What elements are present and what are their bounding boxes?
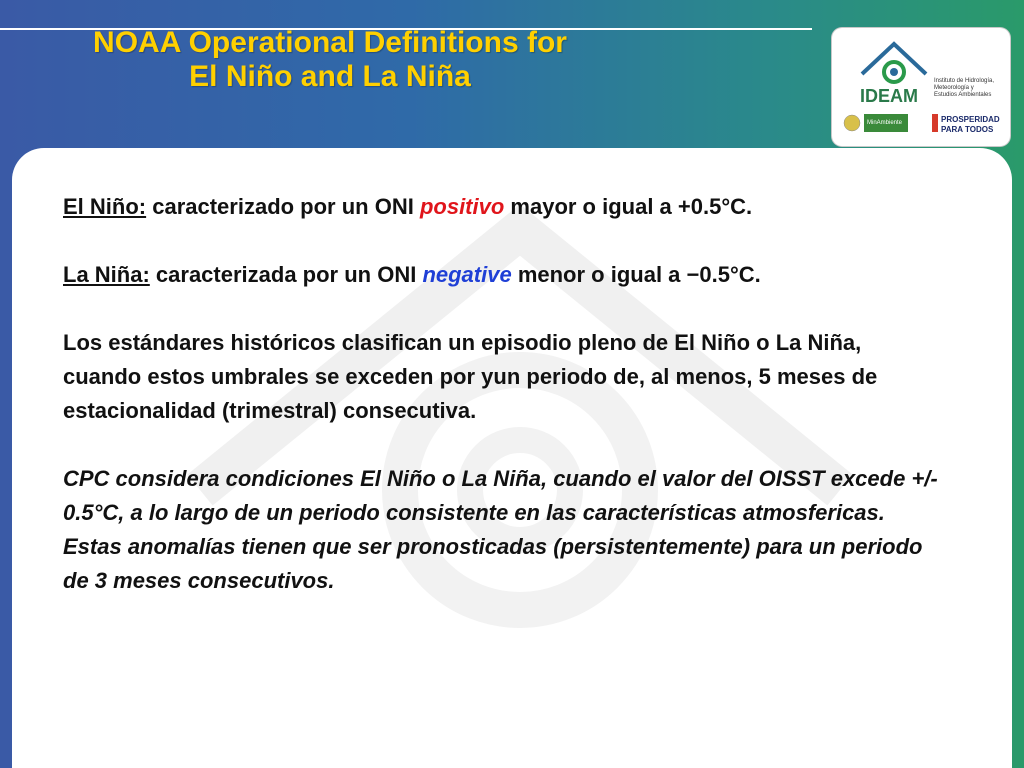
cpc-paragraph: CPC considera condiciones El Niño o La Niña, cuando el valor del OISST excede +/- 0.5°C, a lo largo de un periodo consistente en las características atmosfericas. Estas anomalías tienen que ser pronosticadas (persistentemente) para un periodo de 3 meses consecutivos. — [63, 466, 938, 593]
title-line-1: NOAA Operational Definitions for — [93, 26, 567, 59]
la-nina-label: La Niña: — [63, 262, 150, 287]
svg-text:PROSPERIDAD: PROSPERIDAD — [941, 115, 1000, 124]
la-nina-definition: La Niña: caracterizada por un ONI negative menor o igual a −0.5°C. — [63, 262, 761, 287]
svg-text:PARA TODOS: PARA TODOS — [941, 125, 994, 134]
ideam-logo — [852, 36, 1002, 106]
ideam-label: IDEAM — [860, 86, 918, 106]
positivo-emphasis: positivo — [419, 194, 505, 219]
logo-panel — [832, 28, 1010, 146]
title-line-2: El Niño and La Niña — [189, 60, 471, 93]
svg-text:Estudios Ambientales: Estudios Ambientales — [934, 92, 992, 98]
partner-logos — [842, 108, 1002, 138]
svg-text:MinAmbiente: MinAmbiente — [867, 120, 903, 126]
colombia-seal-icon — [844, 115, 860, 131]
el-nino-label: El Niño: — [63, 194, 147, 219]
el-nino-definition: El Niño: caracterizado por un ONI positivo mayor o igual a +0.5°C. — [63, 194, 753, 219]
slide-body — [63, 190, 943, 632]
page-title — [0, 26, 660, 94]
negative-emphasis: negative — [422, 262, 512, 287]
svg-text:Instituto de Hidrología,: Instituto de Hidrología, — [934, 78, 995, 84]
svg-text:Meteorología y: Meteorología y — [934, 85, 974, 91]
historical-standards-paragraph: Los estándares históricos clasifican un episodio pleno de El Niño o La Niña, cuando estos umbrales se exceden por yun periodo de, al menos, 5 meses de estacionalidad (trimestral) consecutiva. — [63, 330, 878, 423]
